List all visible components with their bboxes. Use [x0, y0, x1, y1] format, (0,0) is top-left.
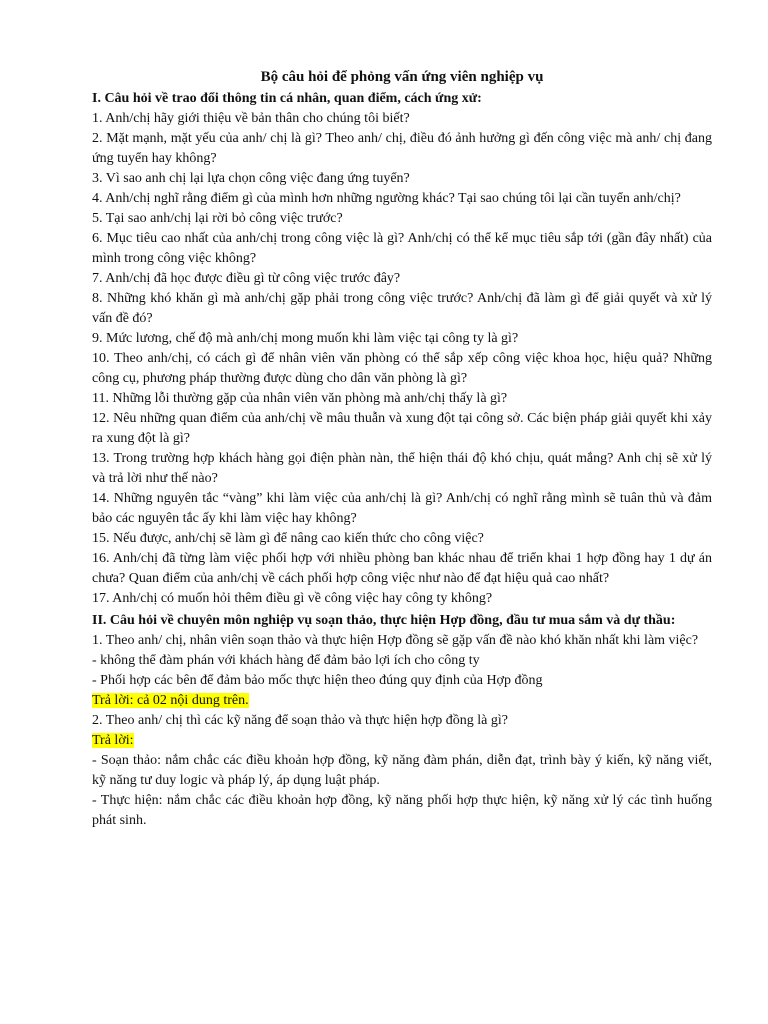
question-item: 8. Những khó khăn gì mà anh/chị gặp phải trong công việc trước? Anh/chị đã làm gì để giải quyết và xử lý vấn đề đó? — [92, 291, 712, 326]
section-heading-professional: II. Câu hỏi về chuyên môn nghiệp vụ soạn thảo, thực hiện Hợp đồng, đầu tư mua sắm và dự thầu: — [92, 613, 676, 628]
question-item: 15. Nếu được, anh/chị sẽ làm gì để nâng cao kiến thức cho công việc? — [92, 531, 484, 546]
section-heading-personal: I. Câu hỏi về trao đổi thông tin cá nhân, quan điểm, cách ứng xử: — [92, 91, 482, 106]
question-item: 6. Mục tiêu cao nhất của anh/chị trong công việc là gì? Anh/chị có thể kể mục tiêu sắp tới (gần đây nhất) của mình trong công việc không? — [92, 231, 712, 266]
question-item: 12. Nêu những quan điểm của anh/chị về mâu thuẫn và xung đột tại công sở. Các biện pháp giải quyết khi xảy ra xung đột là gì? — [92, 411, 712, 446]
question-item: 4. Anh/chị nghĩ rằng điểm gì của mình hơn những ngường khác? Tại sao chúng tôi lại cần tuyển anh/chị? — [92, 191, 681, 206]
answer-drafting-skills: - Soạn thảo: nắm chắc các điều khoản hợp đồng, kỹ năng đàm phán, diễn đạt, trình bày ý kiến, kỹ năng viết, kỹ năng tư duy logic và pháp lý, áp dụng luật pháp. — [92, 753, 712, 788]
answer-execution-skills: - Thực hiện: nắm chắc các điều khoản hợp đồng, kỹ năng phối hợp thực hiện, kỹ năng xử lý các tình huống phát sinh. — [92, 793, 712, 828]
question-item: 5. Tại sao anh/chị lại rời bỏ công việc trước? — [92, 211, 343, 226]
question-list-personal — [92, 109, 712, 609]
question-item: 10. Theo anh/chị, có cách gì để nhân viên văn phòng có thể sắp xếp công việc khoa học, hiệu quả? Những công cụ, phương pháp thường được dùng cho dân văn phòng là gì? — [92, 351, 712, 386]
question-item: 9. Mức lương, chế độ mà anh/chị mong muốn khi làm việc tại công ty là gì? — [92, 331, 519, 346]
question-item: 16. Anh/chị đã từng làm việc phối hợp với nhiều phòng ban khác nhau để triển khai 1 hợp đồng hay 1 dự án chưa? Quan điểm của anh/chị về cách phối hợp công việc như nào để đạt hiệu quả cao nhất? — [92, 551, 712, 586]
answer-line-1 — [92, 691, 712, 711]
option-negotiation: - không thể đàm phán với khách hàng để đảm bảo lợi ích cho công ty — [92, 653, 480, 668]
highlighted-answer: Trả lời: cả 02 nội dung trên. — [92, 693, 249, 708]
question-item: 3. Vì sao anh chị lại lựa chọn công việc đang ứng tuyển? — [92, 171, 410, 186]
question-item: 17. Anh/chị có muốn hỏi thêm điều gì về công việc hay công ty không? — [92, 591, 493, 606]
option-coordination: - Phối hợp các bên để đảm bảo mốc thực hiện theo đúng quy định của Hợp đồng — [92, 673, 543, 688]
question-contract-skills: 2. Theo anh/ chị thì các kỹ năng để soạn thảo và thực hiện hợp đồng là gì? — [92, 713, 508, 728]
answer-line-2 — [92, 731, 712, 751]
question-item: 7. Anh/chị đã học được điều gì từ công việc trước đây? — [92, 271, 401, 286]
question-item: 14. Những nguyên tắc “vàng” khi làm việc của anh/chị là gì? Anh/chị có nghĩ rằng mình sẽ tuân thủ và đảm bảo các nguyên tắc ấy khi làm việc hay không? — [92, 491, 712, 526]
highlighted-answer-label: Trả lời: — [92, 733, 134, 748]
question-item: 1. Anh/chị hãy giới thiệu về bản thân cho chúng tôi biết? — [92, 111, 410, 126]
question-item: 2. Mặt mạnh, mặt yếu của anh/ chị là gì? Theo anh/ chị, điều đó ảnh hưởng gì đến công việc mà anh/ chị đang ứng tuyển hay không? — [92, 131, 712, 166]
question-item: 11. Những lỗi thường gặp của nhân viên văn phòng mà anh/chị thấy là gì? — [92, 391, 508, 406]
document-title: Bộ câu hỏi để phỏng vấn ứng viên nghiệp vụ — [260, 69, 544, 85]
question-contract-difficulty: 1. Theo anh/ chị, nhân viên soạn thảo và thực hiện Hợp đồng sẽ gặp vấn đề nào khó khăn nhất khi làm việc? — [92, 633, 699, 648]
question-item: 13. Trong trường hợp khách hàng gọi điện phàn nàn, thể hiện thái độ khó chịu, quát mắng? Anh chị sẽ xử lý và trả lời như thế nào? — [92, 451, 712, 486]
